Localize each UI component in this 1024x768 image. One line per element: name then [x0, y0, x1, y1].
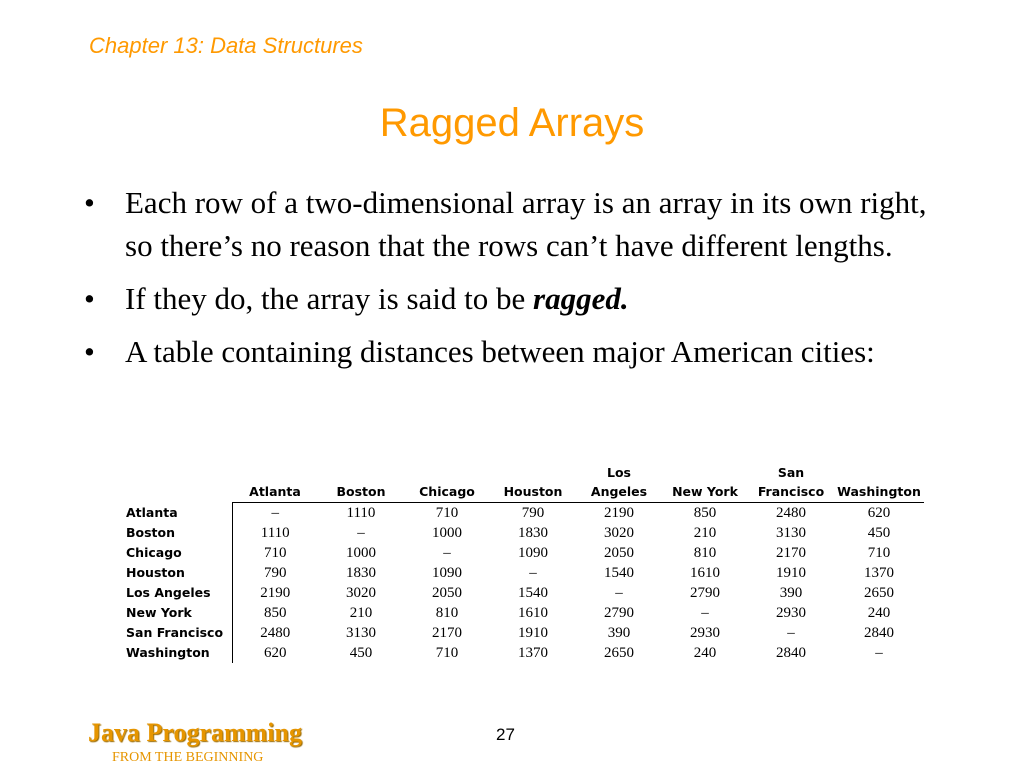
column-header [834, 463, 924, 503]
row-header: Chicago [124, 543, 232, 563]
bullet-emphasis: ragged. [533, 281, 629, 316]
table-cell: 1110 [346, 505, 376, 521]
table-cell: 240 [693, 645, 717, 661]
table-cell: 710 [435, 505, 459, 521]
table-cell: 2190 [604, 505, 634, 521]
column-header-line2: Washington [837, 484, 921, 499]
table-cell: 2790 [604, 605, 634, 621]
table-cell: – [701, 605, 709, 621]
table-cell: – [357, 525, 365, 541]
table-cell: 390 [607, 625, 631, 641]
bullet-item [84, 277, 944, 320]
table-header-row [124, 463, 924, 503]
table-cell: 710 [264, 545, 287, 561]
table-cell: – [615, 585, 623, 601]
column-header [662, 463, 748, 503]
column-header-line1: San [777, 465, 805, 480]
table-cell: 710 [435, 645, 459, 661]
chapter-label: Chapter 13: Data Structures [89, 33, 363, 58]
table-cell: – [529, 565, 537, 581]
table-cell: 450 [349, 645, 373, 661]
table-cell: 850 [264, 605, 287, 621]
table-cell: 390 [779, 585, 803, 601]
table-cell: 2190 [260, 585, 291, 601]
column-header-line2: Chicago [419, 484, 475, 499]
table-cell: 1110 [260, 525, 290, 541]
bullet-dot: • [84, 281, 95, 316]
table-cell: – [271, 505, 279, 521]
table-cell: 620 [264, 645, 287, 661]
table-row [124, 503, 924, 524]
table-row [124, 623, 924, 643]
table-cell: 1910 [776, 565, 806, 581]
column-header [490, 463, 576, 503]
column-header [318, 463, 404, 503]
table-cell: 1090 [432, 565, 462, 581]
bullet-list [84, 181, 944, 383]
table-cell: 2170 [776, 545, 806, 561]
column-header-line2: Houston [503, 484, 563, 499]
table-cell: – [787, 625, 795, 641]
table-cell: 2050 [604, 545, 634, 561]
bullet-text: Each row of a two-dimensional array is an array in its own right, so there’s no reason that the rows can’t have different lengths. [125, 185, 927, 263]
table-row [124, 583, 924, 603]
row-header: Los Angeles [124, 583, 232, 603]
bullet-text: If they do, the array is said to be [125, 281, 534, 316]
footer-subtitle: FROM THE BEGINNING [112, 750, 264, 765]
table-cell: 2480 [776, 505, 806, 521]
table-row [124, 523, 924, 543]
table-cell: – [443, 545, 451, 561]
table-cell: 3020 [604, 525, 634, 541]
table-cell: 1370 [864, 565, 894, 581]
column-header-line2: Boston [336, 484, 386, 499]
footer-brand: Java Programming [88, 718, 302, 747]
row-header: Washington [124, 643, 232, 663]
table-cell: 1000 [346, 545, 376, 561]
column-header-line1: Los [607, 465, 631, 480]
row-header: San Francisco [124, 623, 232, 643]
table-cell: 3130 [776, 525, 806, 541]
column-header-line2: Atlanta [249, 484, 301, 499]
table-cell: 2930 [776, 605, 806, 621]
bullet-dot: • [84, 334, 95, 369]
table-cell: 2650 [604, 645, 634, 661]
table-cell: 790 [521, 505, 545, 521]
table-cell: 1090 [518, 545, 548, 561]
table-cell: 1370 [518, 645, 548, 661]
table-cell: 2790 [690, 585, 720, 601]
table-cell: 1540 [604, 565, 634, 581]
table-corner [124, 463, 232, 503]
column-header [576, 463, 662, 503]
column-header-line2: Angeles [590, 484, 648, 499]
table-cell: 210 [349, 605, 373, 621]
row-header: Houston [124, 563, 232, 583]
table-cell: 3130 [346, 625, 376, 641]
table-cell: 620 [867, 505, 891, 521]
table-cell: 810 [435, 605, 459, 621]
table-cell: 3020 [346, 585, 376, 601]
table-cell: 2170 [432, 625, 462, 641]
table-cell: 2840 [776, 645, 806, 661]
table-cell: 2050 [432, 585, 462, 601]
distance-table [124, 463, 924, 668]
row-header: Boston [124, 523, 232, 543]
table-cell: 1610 [690, 565, 720, 581]
table-cell: 1830 [346, 565, 376, 581]
table-cell: 790 [264, 565, 287, 581]
table-cell: 1610 [518, 605, 548, 621]
slide-title: Ragged Arrays [379, 101, 645, 145]
table-row [124, 643, 924, 663]
table-cell: 850 [693, 505, 717, 521]
bullet-item [84, 181, 944, 267]
table-cell: 2840 [864, 625, 894, 641]
bullet-dot: • [84, 185, 95, 220]
table-row [124, 603, 924, 623]
table-cell: 1540 [518, 585, 548, 601]
table-cell: 2930 [690, 625, 720, 641]
table-cell: 2480 [260, 625, 291, 641]
table-cell: 450 [867, 525, 891, 541]
table-cell: 1830 [518, 525, 548, 541]
row-header: Atlanta [124, 503, 232, 524]
row-header: New York [124, 603, 232, 623]
table-cell: 240 [867, 605, 891, 621]
table-cell: – [875, 645, 883, 661]
table-cell: 710 [867, 545, 891, 561]
page-number: 27 [496, 725, 515, 744]
table-cell: 810 [693, 545, 717, 561]
column-header [232, 463, 318, 503]
table-cell: 210 [693, 525, 717, 541]
column-header-line2: New York [672, 484, 738, 499]
table-row [124, 543, 924, 563]
table-cell: 1910 [518, 625, 548, 641]
column-header-line2: Francisco [757, 484, 825, 499]
table-row [124, 563, 924, 583]
column-header [748, 463, 834, 503]
table-cell: 1000 [432, 525, 462, 541]
table-cell: 2650 [864, 585, 894, 601]
bullet-text: A table containing distances between major American cities: [125, 334, 875, 369]
column-header [404, 463, 490, 503]
bullet-item [84, 330, 944, 373]
